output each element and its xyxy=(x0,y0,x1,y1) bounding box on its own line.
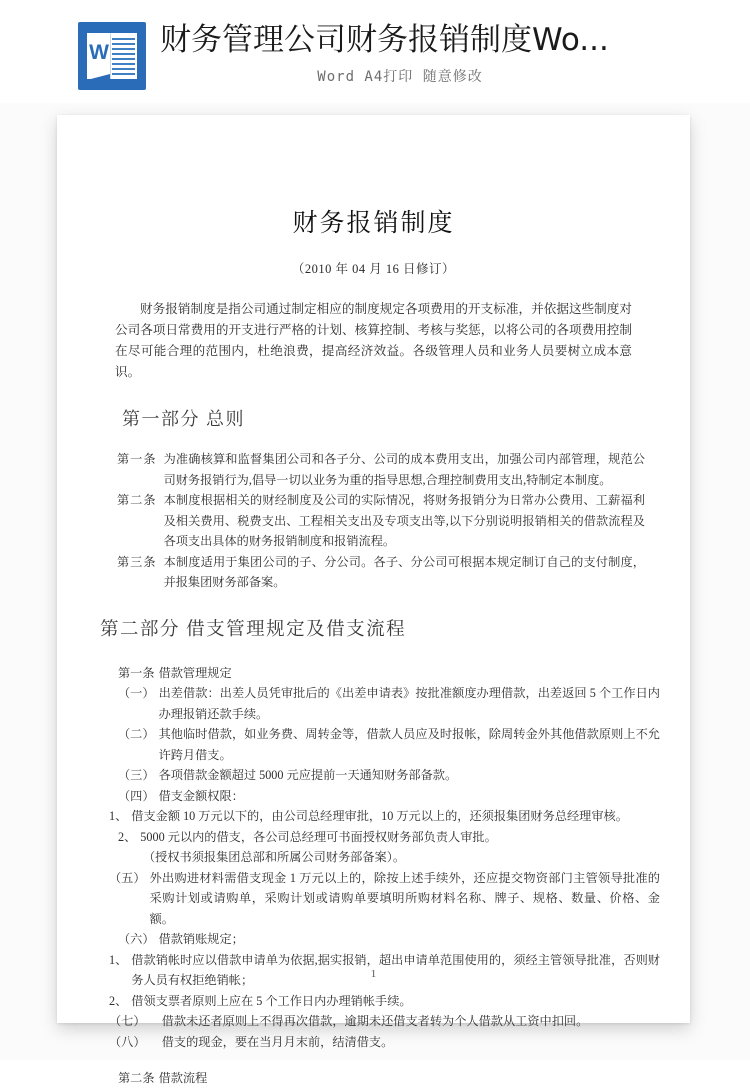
sec2-line-text: 借支金额权限： xyxy=(158,788,244,803)
section-heading-part-one: 第一部分 总则 xyxy=(122,409,245,429)
sec2-line-text: 5000 元以内的借支，各公司总经理可书面授权财务部负责人审批。 xyxy=(140,829,497,844)
document-heading: 财务报销制度 xyxy=(292,208,455,237)
sec2-line-text: 各项借款金额超过 5000 元应提前一天通知财务部备款。 xyxy=(158,768,458,782)
part-one-clause-list xyxy=(117,449,645,593)
clause-label: 第三条 xyxy=(117,554,157,569)
sec2-line-label: 第一条 xyxy=(118,665,155,680)
sec2-line xyxy=(109,724,660,765)
sec2-line xyxy=(109,868,660,930)
sec2-line-text: 外出购进材料需借支现金 1 万元以上的，除按上述手续外，还应提交物资部门主管领导批准的采购计划或请购单，采购计划或请购单要填明所购材料名称、牌子、规格、数量、价格、金额。 xyxy=(149,870,660,926)
sec2-line-label: 2、 xyxy=(109,993,128,1008)
sec2-line-label: （五） xyxy=(109,870,146,885)
sec2-line xyxy=(109,1068,660,1089)
page-subtitle: Word A4打印 随意修改 xyxy=(317,69,483,85)
sec2-line xyxy=(109,991,660,1012)
sec2-line xyxy=(109,683,660,724)
sec2-line-label: 1、 xyxy=(109,809,128,823)
clause-text: 本制度适用于集团公司的子、分公司。各子、分公司可根据本规定制订自己的支付制度，并报集团财务部备案。 xyxy=(163,554,645,589)
sec2-line-text: 借款流程 xyxy=(158,1071,208,1085)
word-icon-text-lines xyxy=(112,38,135,74)
sec2-line-text: 借支的现金，要在当月月末前，结清借支。 xyxy=(149,1034,394,1049)
sec2-line-label: 2、 xyxy=(118,829,137,844)
sec2-line-label: （一） xyxy=(118,686,155,700)
sec2-line-label: （二） xyxy=(118,727,155,741)
sec2-line xyxy=(109,765,660,786)
word-doc-icon xyxy=(78,22,146,90)
sec2-line-text: 出差借款：出差人员凭审批后的《出差申请表》按批准额度办理借款，出差返回 5 个工作日内办理报销还款手续。 xyxy=(158,686,660,721)
part-two-line-list xyxy=(109,663,660,1089)
clause-label: 第二条 xyxy=(117,493,157,507)
sec2-line-label: （三） xyxy=(118,768,155,782)
sec2-line-text: 借款未还者原则上不得再次借款，逾期未还借支者转为个人借款从工资中扣回。 xyxy=(149,1014,589,1028)
clause-row xyxy=(117,490,645,552)
sec2-line-text: 借领支票者原则上应在 5 个工作日内办理销帐手续。 xyxy=(131,993,412,1008)
sec2-line xyxy=(109,1011,660,1032)
sec2-line xyxy=(109,929,660,950)
sec2-line-text: 借款管理规定 xyxy=(158,665,232,680)
sec2-line-label: （七） xyxy=(109,1014,146,1028)
clause-text: 本制度根据相关的财经制度及公司的实际情况，将财务报销分为日常办公费用、工薪福利及相关费用、税费支出、工程相关支出及专项支出等,以下分别说明报销相关的借款流程及各项支出具体的财务报销制度和报销流程。 xyxy=(163,493,645,548)
sec2-line-text: 其他临时借款，如业务费、周转金等，借款人员应及时报帐，除周转金外其他借款原则上不允许跨月借支。 xyxy=(158,727,660,762)
clause-row xyxy=(117,552,645,593)
app-header xyxy=(0,0,750,103)
document-page-body xyxy=(57,115,690,1085)
sec2-line xyxy=(109,786,660,807)
sec2-spacer xyxy=(109,1052,660,1068)
sec2-line-text: 借支金额 10 万元以下的，由公司总经理审批，10 万元以上的，还须报集团财务总经理审核。 xyxy=(131,809,628,823)
sec2-line-text: 借款销账规定； xyxy=(158,932,244,946)
document-page xyxy=(57,115,690,1085)
header-inner xyxy=(78,18,710,86)
clause-text: 为准确核算和监督集团公司和各子分、公司的成本费用支出，加强公司内部管理，规范公司财务报销行为,倡导一切以业务为重的指导思想,合理控制费用支出,特制定本制度。 xyxy=(163,452,645,487)
sec2-line xyxy=(109,806,660,827)
document-canvas xyxy=(0,103,750,1085)
clause-label: 第一条 xyxy=(117,452,157,466)
section-heading-part-two: 第二部分 借支管理规定及借支流程 xyxy=(100,619,407,640)
sec2-line xyxy=(109,1032,660,1053)
document-revision-date: （2010 年 04 月 16 日修订） xyxy=(291,262,456,276)
sec2-line-text: 借款销帐时应以借款申请单为依据,据实报销，超出申请单范围使用的，须经主管领导批准，否则财务人员有权拒绝销帐； xyxy=(131,952,660,987)
sec2-line-label: （八） xyxy=(109,1034,146,1049)
sec2-line-text: （授权书须报集团总部和所属公司财务部备案）。 xyxy=(143,850,406,864)
sec2-line-label: （六） xyxy=(118,932,155,946)
page-number: 1 xyxy=(370,968,377,980)
sec2-line xyxy=(109,827,660,848)
page-title: 财务管理公司财务报销制度Wo... xyxy=(160,22,609,58)
sec2-line-label: （四） xyxy=(118,788,155,803)
sec2-line-label: 第二条 xyxy=(118,1071,155,1085)
sec2-line xyxy=(109,847,660,868)
sec2-line-label: 1、 xyxy=(109,952,128,967)
sec2-line xyxy=(109,663,660,684)
clause-row xyxy=(117,449,645,490)
word-icon-letter: W xyxy=(89,41,109,64)
intro-paragraph: 财务报销制度是指公司通过制定相应的制度规定各项费用的开支标准，并依据这些制度对公司各项日常费用的开支进行严格的计划、核算控制、考核与奖惩，以将公司的各项费用控制在尽可能合理的范围内，杜绝浪费，提高经济效益。各级管理人员和业务人员要树立成本意识。 xyxy=(115,302,632,379)
